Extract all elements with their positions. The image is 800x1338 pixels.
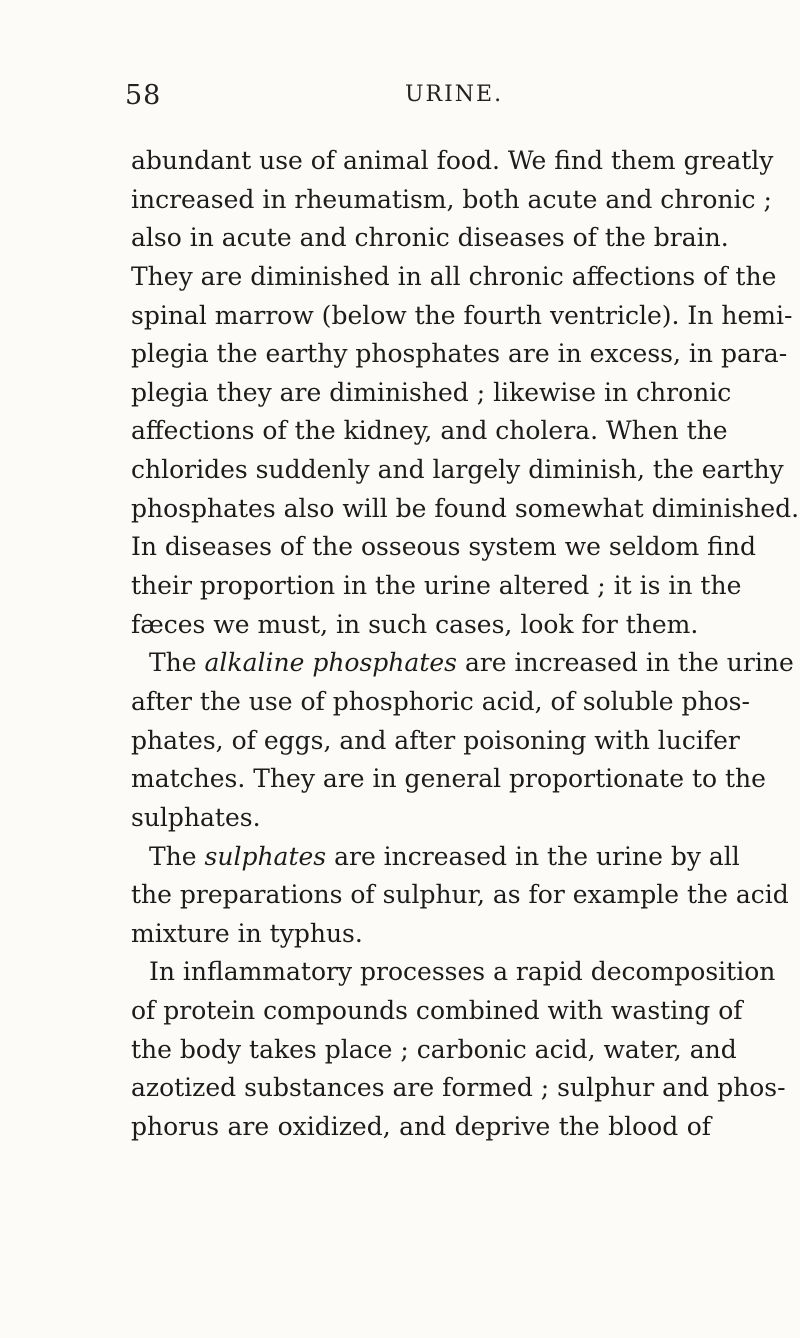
text-segment: are increased in the urine by all bbox=[326, 841, 740, 871]
text-line: In inflammatory processes a rapid decomposition bbox=[149, 957, 776, 987]
italic-term: alkaline phosphates bbox=[204, 648, 457, 678]
text-line: the body takes place ; carbonic acid, water, and bbox=[131, 1034, 737, 1064]
text-line: phates, of eggs, and after poisoning with lucifer bbox=[131, 725, 740, 755]
text-line: chlorides suddenly and largely diminish, the earthy bbox=[131, 455, 784, 485]
text-line: plegia they are diminished ; likewise in chronic bbox=[131, 377, 732, 407]
text-line: their proportion in the urine altered ; it is in the bbox=[131, 571, 742, 601]
text-line: plegia the earthy phosphates are in excess, in para- bbox=[131, 339, 788, 369]
text-line: matches. They are in general proportionate to the bbox=[131, 764, 766, 794]
page-number: 58 bbox=[125, 80, 162, 111]
body-text bbox=[131, 142, 800, 1147]
text-segment: The bbox=[149, 648, 205, 678]
text-line: phosphates also will be found somewhat diminished. bbox=[131, 493, 800, 523]
text-line: azotized substances are formed ; sulphur and phos- bbox=[131, 1073, 786, 1103]
text-line: the preparations of sulphur, as for example the acid bbox=[131, 880, 789, 910]
running-head bbox=[125, 80, 705, 120]
running-title: URINE. bbox=[405, 82, 504, 107]
text-segment: The bbox=[149, 841, 205, 871]
text-line: In diseases of the osseous system we seldom find bbox=[131, 532, 756, 562]
text-line: They are diminished in all chronic affections of the bbox=[131, 261, 777, 291]
text-line: increased in rheumatism, both acute and chronic ; bbox=[131, 184, 772, 214]
text-line: mixture in typhus. bbox=[131, 918, 363, 948]
text-segment: are increased in the urine bbox=[457, 648, 794, 678]
italic-term: sulphates bbox=[204, 841, 327, 871]
text-line: after the use of phosphoric acid, of soluble phos- bbox=[131, 686, 750, 716]
text-line: affections of the kidney, and cholera. When the bbox=[131, 416, 728, 446]
text-line: of protein compounds combined with wasting of bbox=[131, 996, 743, 1026]
text-line: spinal marrow (below the fourth ventricle). In hemi- bbox=[131, 300, 793, 330]
text-line bbox=[131, 644, 794, 683]
text-line: phorus are oxidized, and deprive the blood of bbox=[131, 1112, 711, 1142]
text-line: fæces we must, in such cases, look for them. bbox=[131, 609, 699, 639]
text-line: abundant use of animal food. We find them greatly bbox=[131, 146, 774, 175]
text-line: sulphates. bbox=[131, 802, 261, 832]
text-line bbox=[131, 838, 740, 877]
text-line: also in acute and chronic diseases of the brain. bbox=[131, 223, 729, 253]
